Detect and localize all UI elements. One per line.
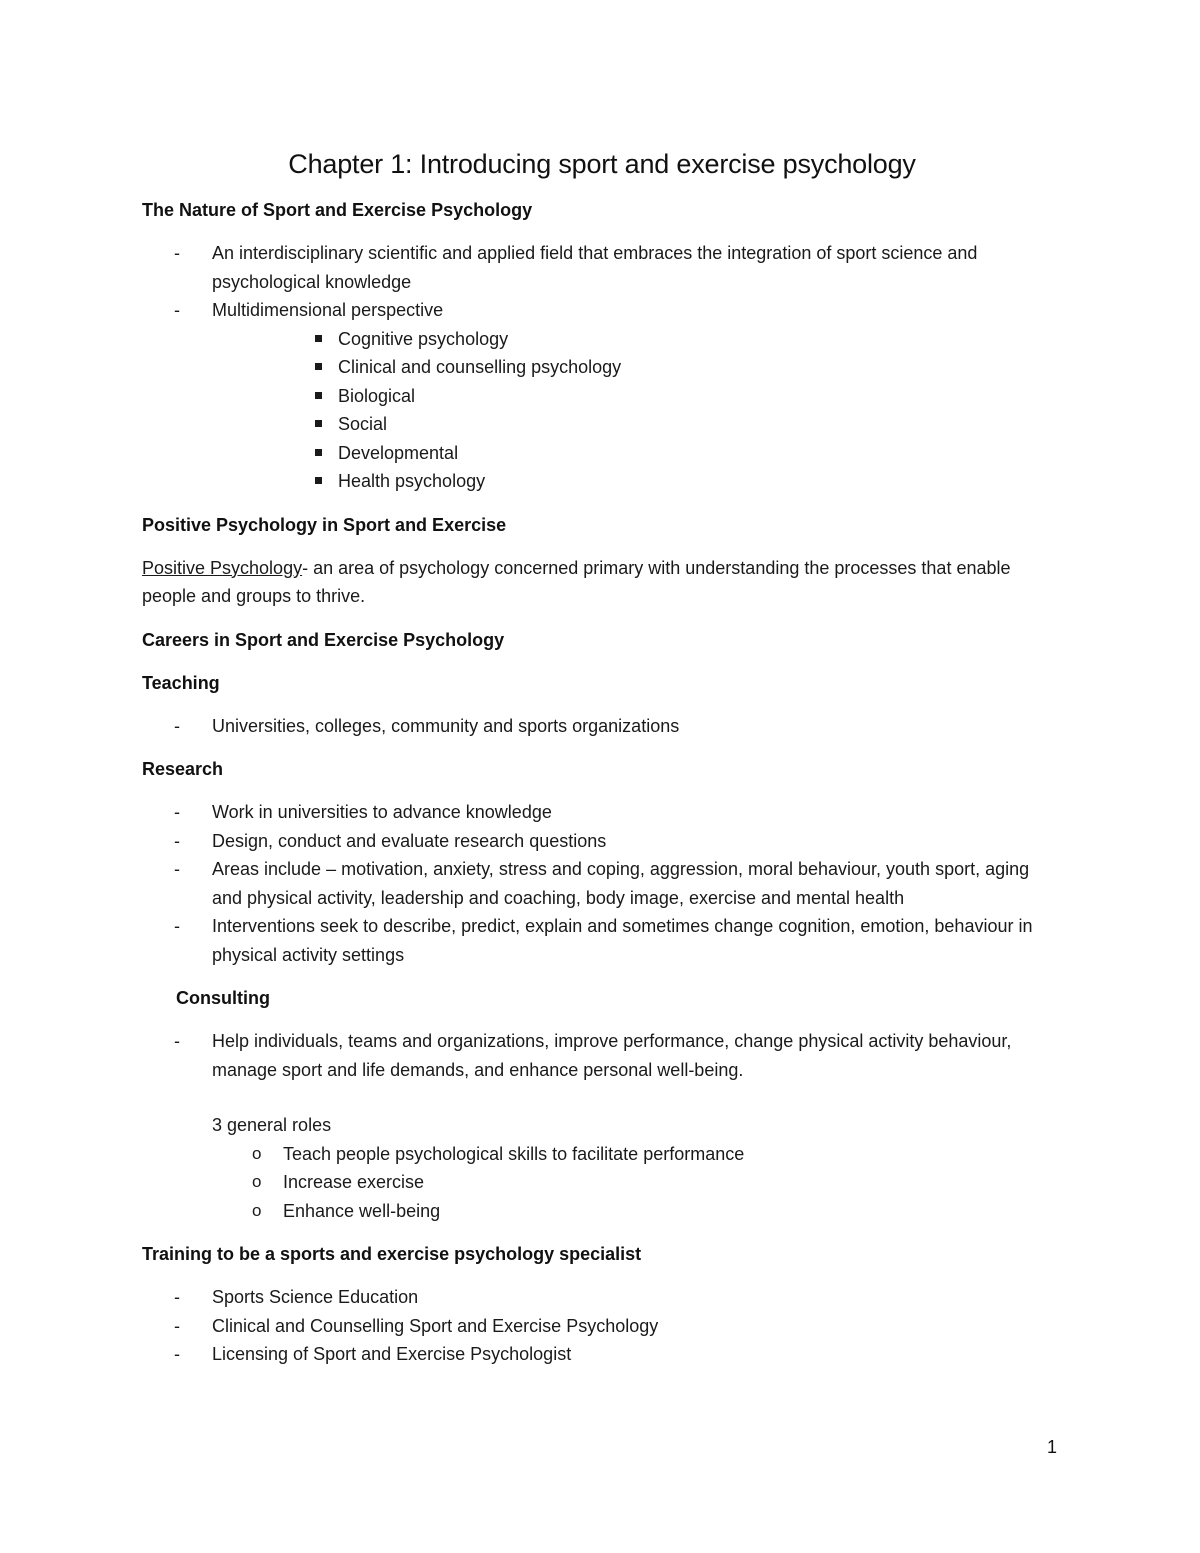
square-bullet-icon <box>315 335 322 342</box>
list-item-text: Enhance well-being <box>283 1200 441 1221</box>
list-item-text: Licensing of Sport and Exercise Psychologist <box>212 1344 572 1364</box>
list-item-text: Cognitive psychology <box>338 328 509 349</box>
list-item-text: Social <box>338 414 388 434</box>
list-item-text: Clinical and counselling psychology <box>338 357 622 377</box>
list-item-text: Multidimensional perspective <box>212 300 444 320</box>
list-item-text: An interdisciplinary scientific and applied field that embraces the integration of sport science and psychological knowledge <box>212 243 978 292</box>
section-heading-research: Research <box>142 759 224 779</box>
list-item <box>142 353 1062 382</box>
page-number: 1 <box>1046 1437 1057 1457</box>
list-item-text: Sports Science Education <box>212 1287 419 1307</box>
circle-bullet-icon: o <box>252 1172 262 1191</box>
circle-bullet-icon: o <box>252 1200 262 1220</box>
square-bullet-icon <box>315 477 322 484</box>
dash-marker: - <box>174 715 180 736</box>
training-list <box>142 1283 1062 1369</box>
square-bullet-icon <box>315 420 322 427</box>
list-item <box>142 296 1062 325</box>
section-heading-nature: The Nature of Sport and Exercise Psychology <box>142 200 533 220</box>
defined-term: Positive Psychology <box>142 557 303 578</box>
list-item <box>142 712 1062 741</box>
perspectives-list <box>142 325 1062 496</box>
list-item <box>142 1197 1062 1226</box>
roles-list <box>142 1140 1062 1226</box>
list-item <box>142 1140 1062 1169</box>
definition-text: - an area of psychology concerned primary with understanding the processes that enable people and groups to thrive. <box>142 557 1011 606</box>
list-item <box>142 912 1062 969</box>
list-item-text: Help individuals, teams and organizations, improve performance, change physical activity behaviour, manage sport and life demands, and enhance personal well-being. <box>212 1031 1012 1080</box>
dash-marker: - <box>174 859 180 879</box>
consulting-list <box>142 1027 1062 1225</box>
list-item <box>142 382 1062 411</box>
list-item-text: Developmental <box>338 442 459 463</box>
circle-bullet-icon: o <box>252 1143 262 1163</box>
section-heading-consulting: Consulting <box>176 988 270 1008</box>
list-item-text: Health psychology <box>338 471 486 491</box>
roles-label: 3 general roles <box>212 1115 332 1135</box>
list-item <box>142 439 1062 468</box>
list-item-text: Design, conduct and evaluate research questions <box>212 830 607 851</box>
roles-container <box>142 1140 1062 1226</box>
list-item <box>142 1027 1062 1140</box>
list-item <box>142 855 1062 912</box>
dash-marker: - <box>174 830 180 851</box>
section-heading-careers: Careers in Sport and Exercise Psychology <box>142 629 505 650</box>
roles-block <box>212 1111 1062 1140</box>
square-bullet-icon <box>315 449 322 456</box>
square-bullet-icon <box>315 363 322 370</box>
dash-marker: - <box>174 1287 180 1307</box>
dash-marker: - <box>174 1315 180 1336</box>
document-content <box>142 144 1062 1384</box>
perspectives-container <box>142 325 1062 496</box>
list-item <box>142 827 1062 856</box>
dash-marker: - <box>174 1031 180 1051</box>
section-heading-teaching: Teaching <box>142 672 220 693</box>
list-item-text: Interventions seek to describe, predict, explain and sometimes change cognition, emotion, behaviour in physical activity settings <box>212 916 1033 965</box>
dash-marker: - <box>174 1344 180 1364</box>
list-item <box>142 1283 1062 1312</box>
list-item-text: Increase exercise <box>283 1172 425 1192</box>
research-list <box>142 798 1062 969</box>
list-item <box>142 239 1062 296</box>
square-bullet-icon <box>315 392 322 399</box>
section-heading-training: Training to be a sports and exercise psychology specialist <box>142 1244 642 1264</box>
document-title: Chapter 1: Introducing sport and exercise psychology <box>288 149 916 179</box>
list-item-text: Clinical and Counselling Sport and Exercise Psychology <box>212 1315 659 1336</box>
dash-marker: - <box>174 916 180 936</box>
teaching-list <box>142 712 1062 741</box>
list-item <box>142 1168 1062 1197</box>
dash-marker: - <box>174 243 180 263</box>
dash-marker: - <box>174 300 180 320</box>
positive-psychology-definition <box>142 554 1062 611</box>
list-item-text: Teach people psychological skills to facilitate performance <box>283 1143 745 1164</box>
dash-marker: - <box>174 802 180 822</box>
list-item-text: Universities, colleges, community and sports organizations <box>212 715 680 736</box>
list-item <box>142 467 1062 496</box>
list-item <box>142 1340 1062 1369</box>
list-item-text: Work in universities to advance knowledge <box>212 802 552 822</box>
list-item-text: Biological <box>338 385 416 406</box>
list-item <box>142 798 1062 827</box>
section-heading-positive: Positive Psychology in Sport and Exercise <box>142 514 507 535</box>
list-item-text: Areas include – motivation, anxiety, stress and coping, aggression, moral behaviour, youth sport, aging and physical activity, leadership and coaching, body image, exercise and mental health <box>212 859 1030 908</box>
nature-list <box>142 239 1062 496</box>
list-item <box>142 410 1062 439</box>
list-item <box>142 325 1062 354</box>
list-item <box>142 1312 1062 1341</box>
